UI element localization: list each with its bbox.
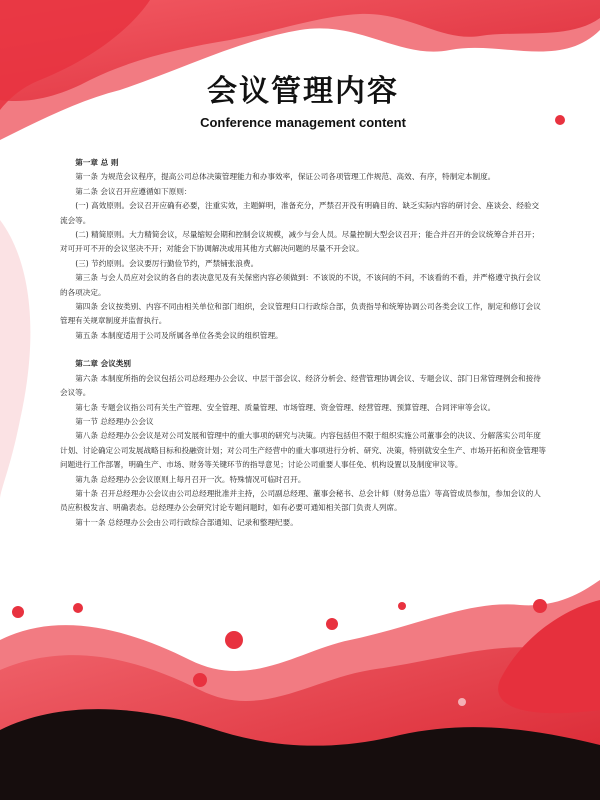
document-content [60, 72, 546, 530]
paragraph: 第十一条 总经理办公会由公司行政综合部通知、记录和整理纪要。 [75, 517, 298, 527]
paragraph: 第四条 会议按类别、内容不同由相关单位和部门组织，会议管理归口行政综合部，负责指导和统筹协调公司各类会议工作，制定和修订会议管理有关规章制度并监督执行。 [60, 302, 541, 326]
bubble [555, 115, 565, 125]
paragraph: (三) 节约原则。会议要厉行勤俭节约，严禁铺张浪费。 [75, 258, 259, 268]
bubble [73, 603, 83, 613]
chapter-heading: 第一章 总 则 [75, 158, 119, 167]
bubble [193, 673, 207, 687]
paragraph: (一) 高效原则。会议召开应确有必要，注重实效，主题鲜明，准备充分，严禁召开没有明确目的、缺乏实际内容的研讨会、座谈会、经验交流会等。 [60, 201, 540, 225]
paragraph: 第三条 与会人员应对会议的各自的表决意见及有关保密内容必须做到：不该说的不说，不该问的不问，不该看的不看，并严格遵守执行会议的各项决定。 [60, 273, 541, 297]
page-subtitle: Conference management content [200, 115, 406, 130]
paragraph: 第八条 总经理办公会议是对公司发展和管理中的重大事项的研究与决策。内容包括但不限于组织实施公司董事会的决议、分解落实公司年度计划、讨论确定公司发展战略目标和投融资计划；对公司生产经营中的重大事项进行分析、研究、决策，特别就安全生产、市场开拓和资金管理等问题进行工作部署，明确生产、市场、财务等关键环节的指导意见；讨论公司重要人事任免、机构设置以及制度审议等。 [60, 431, 546, 470]
paragraph: 第十条 召开总经理办公会议由公司总经理批准并主持，公司副总经理、董事会秘书、总会计师（财务总监）等高管成员参加，参加会议的人员应积极发言、明确表态。总经理办公会研究讨论专题问题时，如有必要可通知相关部门负责人列席。 [60, 488, 541, 513]
bubble [398, 602, 406, 610]
paragraph: 第一条 为规范会议程序，提高公司总体决策管理能力和办事效率，保证公司各项管理工作规范、高效、有序，特制定本制度。 [75, 172, 496, 182]
left-ribbon [0, 220, 30, 500]
bubble [12, 606, 24, 618]
bubble [533, 599, 547, 613]
paragraph: 第五条 本制度适用于公司及所属各单位各类会议的组织管理。 [75, 330, 283, 340]
bubble [225, 631, 243, 649]
document-body [60, 156, 546, 530]
paragraph: 第七条 专题会议指公司有关生产管理、安全管理、质量管理、市场管理、资金管理、经营管理、预算管理、合同评审等会议。 [75, 402, 496, 412]
paragraph: (二) 精简原则。大力精简会议，尽量缩短会期和控制会议规模，减少与会人员。尽量控制大型会议召开；能合并召开的会议统筹合并召开；对可开可不开的会议坚决不开；对能会下协调解决或用其他方式解决问题的尽量不开会议。 [60, 230, 540, 254]
section-heading: 第一节 总经理办公会议 [75, 416, 154, 426]
paragraph: 第九条 总经理办公会议原则上每月召开一次。特殊情况可临时召开。 [75, 474, 306, 484]
paragraph: 第二条 会议召开应遵循如下原则： [75, 186, 192, 196]
page-title: 会议管理内容 [207, 74, 399, 109]
chapter-heading: 第二章 会议类别 [75, 359, 131, 369]
bubble [458, 698, 466, 706]
paragraph: 第六条 本制度所指的会议包括公司总经理办公会议、中层干部会议、经济分析会、经营管理协调会议、专题会议、部门日常管理例会和接待会议等。 [60, 373, 541, 398]
bubble [326, 618, 338, 630]
